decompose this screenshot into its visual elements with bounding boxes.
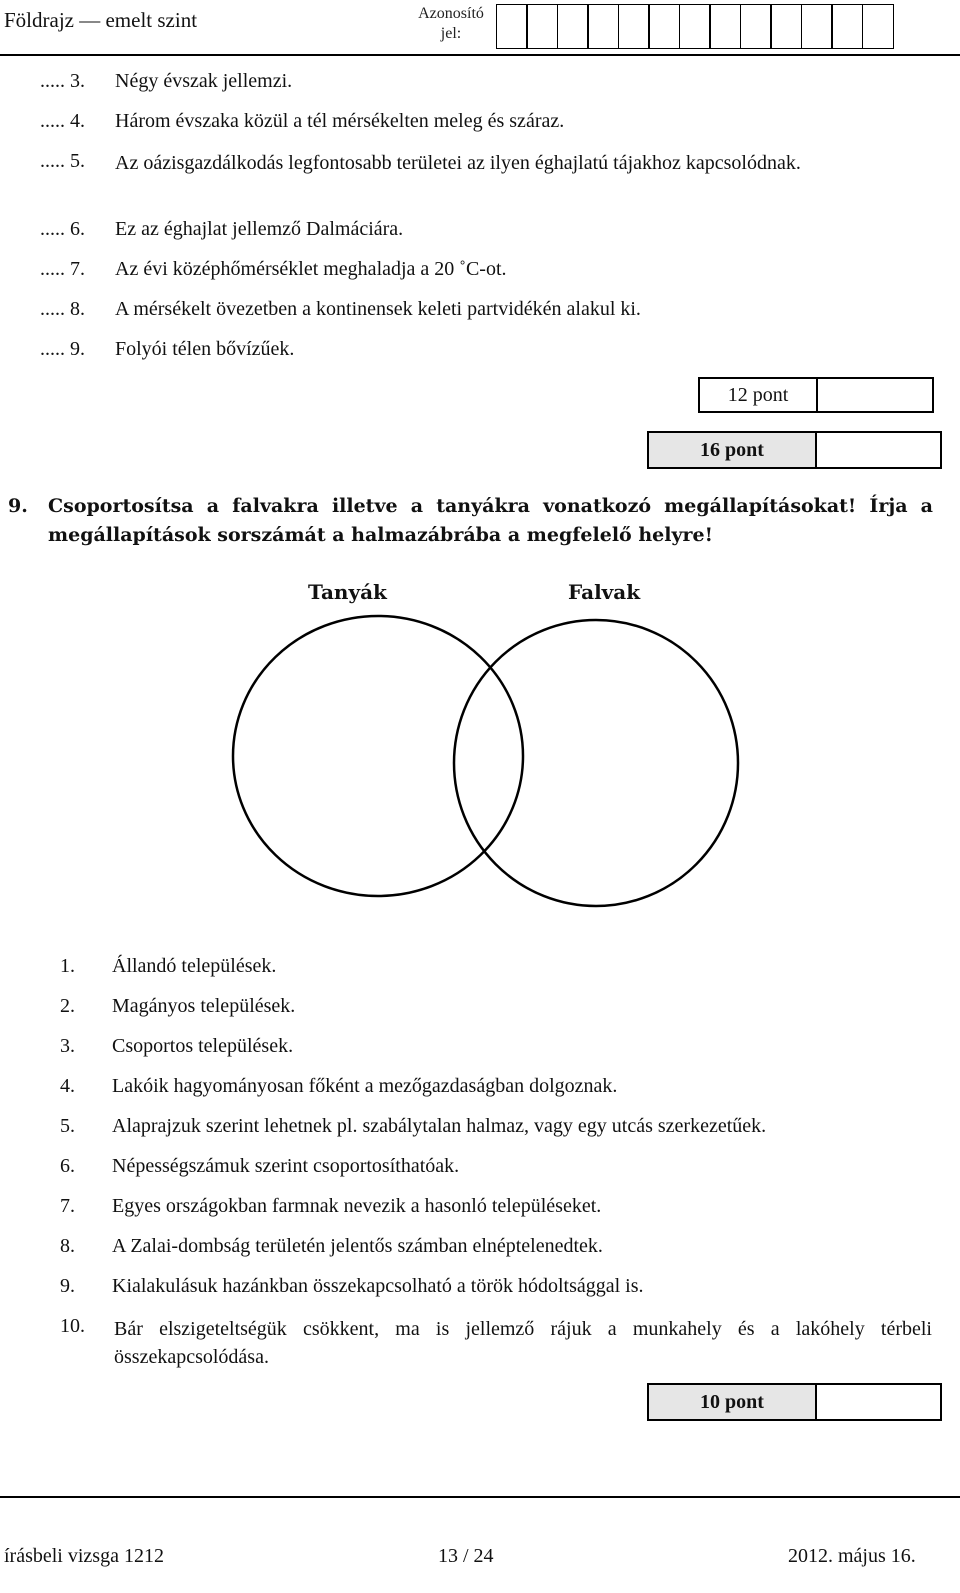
item-text: Alaprajzuk szerint lehetnek pl. szabálytalan halmaz, vagy egy utcás szerkezetűek. (112, 1115, 767, 1137)
question-9 (8, 492, 933, 550)
score-label: 16 pont (649, 433, 817, 467)
statement-text: Ez az éghajlat jellemző Dalmáciára. (115, 218, 404, 240)
score-value-field[interactable] (817, 433, 940, 467)
list-item (60, 1235, 603, 1258)
statement-text: A mérsékelt övezetben a kontinensek keleti partvidékén alakul ki. (115, 298, 641, 320)
list-item (60, 1035, 293, 1058)
question-text: Csoportosítsa a falvakra illetve a tanyákra vonatkozó megállapításokat! Írja a megállapítások sorszámát a halmazábrába a megfelelő helyre! (48, 495, 933, 546)
item-number: 7. (60, 1195, 75, 1217)
statement-text: Négy évszak jellemzi. (115, 70, 293, 92)
item-number: 2. (60, 995, 75, 1017)
item-number: 1. (60, 955, 75, 977)
score-box-16 (647, 431, 942, 469)
footer-page-number: 13 / 24 (438, 1545, 494, 1567)
statement-prefix: ..... 9. (40, 338, 85, 360)
statement-text: Folyói télen bővízűek. (115, 338, 295, 360)
id-code-box[interactable] (770, 4, 802, 49)
list-item (60, 1155, 459, 1178)
score-box-12 (698, 377, 934, 413)
id-label-line2: jel: (440, 25, 462, 42)
item-text: Csoportos települések. (112, 1035, 294, 1057)
score-value-field[interactable] (818, 379, 932, 411)
statement-text: Az oázisgazdálkodás legfontosabb területei az ilyen éghajlatú tájakhoz kapcsolódnak. (115, 152, 801, 174)
score-label: 12 pont (700, 379, 818, 411)
statement-text: Három évszaka közül a tél mérsékelten meleg és száraz. (115, 110, 565, 132)
id-code-box[interactable] (709, 4, 741, 49)
id-code-boxes (497, 4, 894, 49)
statement-7 (40, 258, 507, 281)
item-text: Magányos települések. (112, 995, 296, 1017)
statement-3 (40, 70, 292, 93)
id-code-box[interactable] (557, 4, 589, 49)
list-item (60, 1275, 644, 1298)
item-text: A Zalai-dombság területén jelentős számban elnéptelenedtek. (112, 1235, 603, 1257)
id-code-box[interactable] (496, 4, 528, 49)
item-number: 10. (60, 1315, 85, 1337)
list-item (60, 1195, 601, 1218)
item-text: Népességszámuk szerint csoportosíthatóak. (112, 1155, 460, 1177)
footer-exam-code: írásbeli vizsga 1212 (4, 1545, 164, 1567)
item-text: Állandó települések. (112, 955, 277, 977)
list-item (60, 955, 276, 978)
statement-prefix: ..... 8. (40, 298, 85, 320)
venn-diagram (0, 610, 960, 920)
statement-4 (40, 110, 564, 133)
score-box-10 (647, 1383, 942, 1421)
list-item (60, 1115, 766, 1138)
id-code-box[interactable] (862, 4, 894, 49)
item-text: Egyes országokban farmnak nevezik a hasonló településeket. (112, 1195, 602, 1217)
venn-label-tanyak: Tanyák (308, 580, 387, 604)
item-number: 4. (60, 1075, 75, 1097)
item-number: 9. (60, 1275, 75, 1297)
venn-circle-tanyak[interactable] (233, 616, 523, 896)
id-code-box[interactable] (679, 4, 711, 49)
score-label: 10 pont (649, 1385, 817, 1419)
statement-6 (40, 218, 403, 241)
question-number: 9. (8, 495, 28, 517)
statement-prefix: ..... 5. (40, 150, 85, 172)
item-text: Lakóik hagyományosan főként a mezőgazdaságban dolgoznak. (112, 1075, 618, 1097)
venn-circle-falvak[interactable] (454, 620, 738, 906)
list-item (60, 995, 295, 1018)
item-number: 3. (60, 1035, 75, 1057)
id-code-box[interactable] (801, 4, 833, 49)
page-header-title: Földrajz — emelt szint (4, 8, 198, 32)
statement-5 (40, 150, 940, 176)
id-label (411, 4, 491, 44)
item-text: Bár elszigeteltségük csökkent, ma is jellemző rájuk a munkahely és a lakóhely térbeli összekapcsolódása. (114, 1318, 932, 1368)
item-number: 5. (60, 1115, 75, 1137)
statement-text: Az évi középhőmérséklet meghaladja a 20 ˚C-ot. (115, 258, 507, 280)
statement-prefix: ..... 7. (40, 258, 85, 280)
item-text: Kialakulásuk hazánkban összekapcsolható a török hódoltsággal is. (112, 1275, 644, 1297)
id-code-box[interactable] (618, 4, 650, 49)
footer-divider (0, 1496, 960, 1498)
statement-prefix: ..... 6. (40, 218, 85, 240)
id-label-line1: Azonosító (418, 5, 484, 22)
footer-date: 2012. május 16. (788, 1545, 916, 1567)
id-code-box[interactable] (526, 4, 558, 49)
header-divider (0, 54, 960, 56)
statement-prefix: ..... 3. (40, 70, 85, 92)
score-value-field[interactable] (817, 1385, 940, 1419)
id-code-box[interactable] (587, 4, 619, 49)
statement-prefix: ..... 4. (40, 110, 85, 132)
statement-8 (40, 298, 641, 321)
id-code-box[interactable] (740, 4, 772, 49)
list-item (60, 1075, 617, 1098)
venn-label-falvak: Falvak (568, 580, 641, 604)
item-number: 8. (60, 1235, 75, 1257)
id-code-box[interactable] (648, 4, 680, 49)
item-number: 6. (60, 1155, 75, 1177)
list-item (60, 1315, 932, 1371)
statement-9 (40, 338, 294, 361)
id-code-box[interactable] (831, 4, 863, 49)
